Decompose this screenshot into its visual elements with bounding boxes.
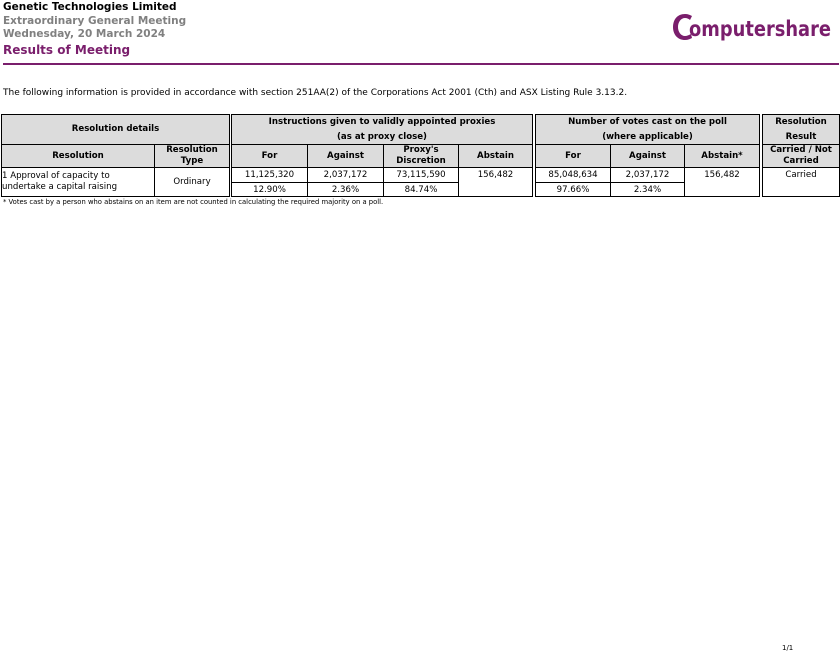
proxy-for-percent: 12.90% <box>253 185 286 195</box>
results-title: Results of Meeting <box>3 42 131 57</box>
poll-abstain-votes: 156,482 <box>704 170 740 180</box>
company-name: Genetic Technologies Limited <box>3 1 177 13</box>
col-poll-for: For <box>536 145 610 167</box>
group-poll <box>536 115 759 144</box>
resolution-name: 1 Approval of capacity to undertake a capital raising <box>2 171 118 192</box>
group-proxies-line1: Instructions given to validly appointed proxies <box>268 116 496 127</box>
meeting-date: Wednesday, 20 March 2024 <box>3 28 166 40</box>
resolution-result: Carried <box>785 170 817 180</box>
col-resolution-type: Resolution Type <box>155 145 229 167</box>
proxy-for-votes: 11,125,320 <box>244 170 295 180</box>
intro-text: The following information is provided in accordance with section 251AA(2) of the Corporations Act 2001 (Cth) and ASX Listing Rule 3.13.2. <box>3 88 628 98</box>
proxy-abstain-votes: 156,482 <box>477 170 514 180</box>
col-poll-abstain: Abstain* <box>685 145 759 167</box>
group-resolution-details: Resolution details <box>2 115 229 144</box>
col-result: Carried / Not Carried <box>763 145 839 167</box>
svg-text:omputershare: omputershare <box>689 17 831 41</box>
proxy-discretion-votes: 73,115,590 <box>396 170 446 180</box>
col-for: For <box>232 145 307 167</box>
group-proxies-line2: (as at proxy close) <box>337 131 427 142</box>
col-resolution: Resolution <box>2 145 154 167</box>
header-rule <box>3 63 839 65</box>
col-proxy-discretion: Proxy's Discretion <box>384 145 458 167</box>
meeting-name: Extraordinary General Meeting <box>3 14 187 27</box>
proxy-against-percent: 2.36% <box>331 185 360 195</box>
footnote: * Votes cast by a person who abstains on an item are not counted in calculating the required majority on a poll. <box>3 198 384 206</box>
col-abstain: Abstain <box>459 145 532 167</box>
group-result-line1: Resolution <box>775 116 827 127</box>
col-poll-against: Against <box>611 145 684 167</box>
page-number: 1/1 <box>782 644 794 652</box>
poll-against-votes: 2,037,172 <box>625 170 670 180</box>
computershare-logo <box>672 10 834 44</box>
group-poll-line2: (where applicable) <box>602 131 693 142</box>
group-poll-line1: Number of votes cast on the poll <box>568 116 727 127</box>
proxy-against-votes: 2,037,172 <box>323 170 368 180</box>
group-result <box>763 115 839 144</box>
document-header <box>3 1 186 57</box>
group-result-line2: Result <box>785 131 817 142</box>
poll-against-percent: 2.34% <box>633 185 662 195</box>
group-proxies <box>232 115 532 144</box>
resolution-type: Ordinary <box>173 176 211 187</box>
poll-for-votes: 85,048,634 <box>548 170 598 180</box>
proxy-discretion-percent: 84.74% <box>404 185 438 195</box>
col-against: Against <box>308 145 383 167</box>
poll-for-percent: 97.66% <box>556 185 590 195</box>
